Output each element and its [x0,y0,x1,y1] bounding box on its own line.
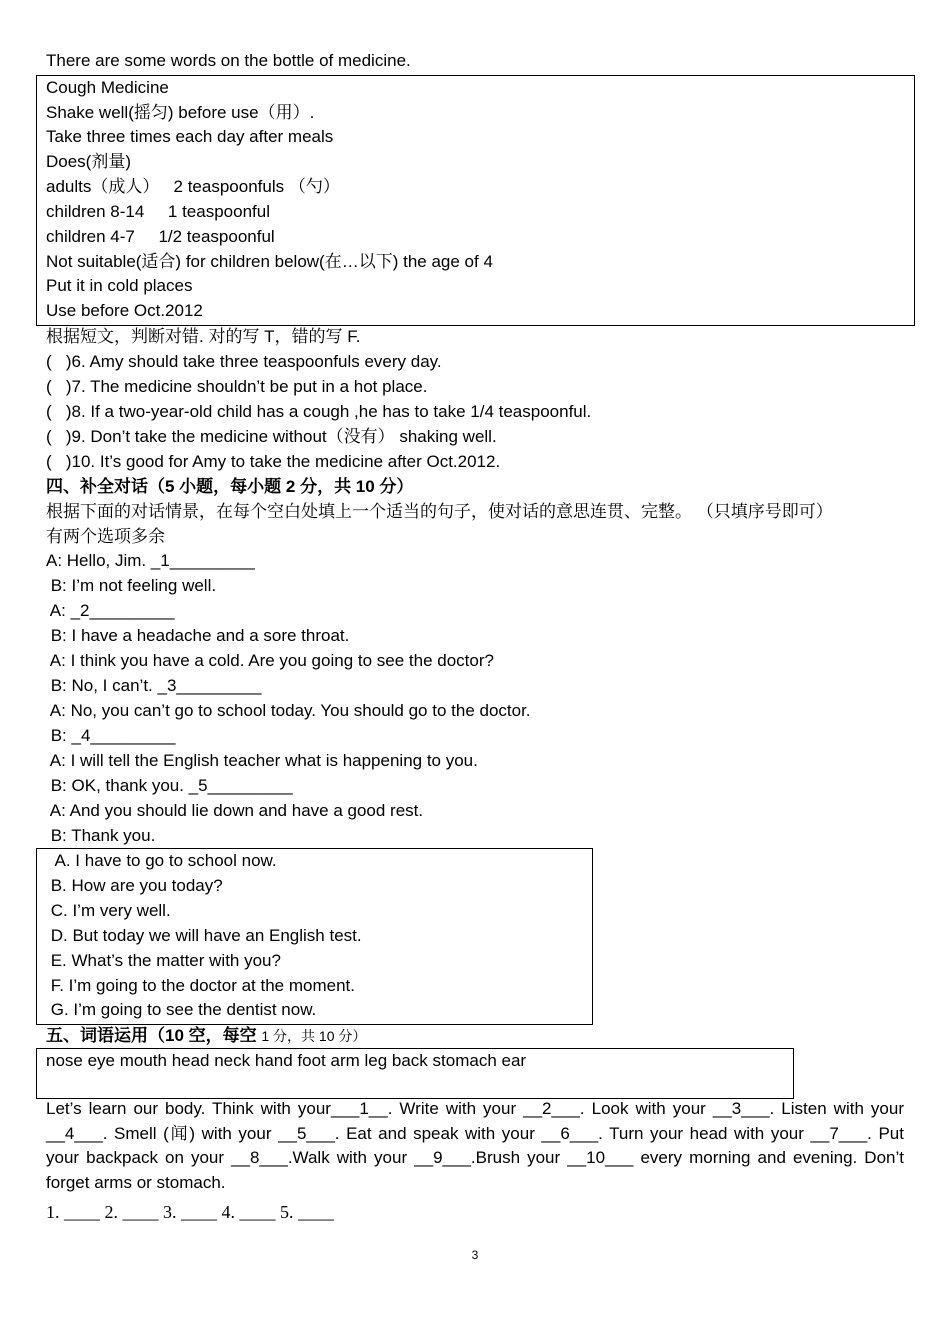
answer-line: 1. ____ 2. ____ 3. ____ 4. ____ 5. ____ [46,1202,334,1222]
dialogue-line: A: I think you have a cold. Are you going to see the doctor? [46,651,494,670]
page-number: 3 [471,1248,479,1262]
tf-instruction: 根据短文，判断对错. 对的写 T，错的写 F. [46,327,361,346]
tf-item: ( )10. It’s good for Amy to take the medicine after Oct.2012. [46,452,501,471]
label-line: adults（成人） 2 teaspoonfuls （勺） [46,177,340,196]
label-line: Not suitable(适合) for children below(在…以下) the age of 4 [46,252,493,271]
label-line: Take three times each day after meals [46,127,334,146]
option-item: E. What’s the matter with you? [46,951,281,970]
tf-item: ( )8. If a two-year-old child has a cough ,he has to take 1/4 teaspoonful. [46,402,592,421]
dialogue-line: B: I’m not feeling well. [46,576,217,595]
option-item: D. But today we will have an English test. [46,926,362,945]
tf-item: ( )6. Amy should take three teaspoonfuls every day. [46,352,442,371]
intro-text: There are some words on the bottle of medicine. [46,51,411,70]
label-line: children 8-14 1 teaspoonful [46,202,270,221]
dialogue-line: B: OK, thank you. _5_________ [46,776,293,795]
option-item: A. I have to go to school now. [46,851,277,870]
label-line: Shake well(摇匀) before use（用）. [46,103,315,122]
dialogue-line: B: _4_________ [46,726,176,745]
dialogue-line: B: No, I can’t. _3_________ [46,676,262,695]
label-line: Does(剂量) [46,152,132,171]
section5-title-bold: 五、词语运用（10 空，每空 [46,1026,262,1045]
tf-item: ( )9. Don’t take the medicine without（没有） shaking well. [46,427,497,446]
option-item: B. How are you today? [46,876,223,895]
section4-instruction: 根据下面的对话情景，在每个空白处填上一个适当的句子，使对话的意思连贯、完整。 （只填序号即可） [46,502,833,521]
section4-title: 四、补全对话（5 小题，每小题 2 分，共 10 分） [46,477,414,496]
label-line: Cough Medicine [46,78,169,97]
label-line: Put it in cold places [46,276,193,295]
option-item: C. I’m very well. [46,901,171,920]
passage: Let’s learn our body. Think with your___1__. Write with your __2___. Look with your __3___. Listen with your __4___. Smell (闻) with your __5___. Eat and speak with your __6___. Turn your head with your __7___. Put your backpack on your __8___.Walk with your __9___.Brush your __10___ every morning and evening. Don’t forget arms or stomach. [46,1099,904,1193]
section5-title [46,1025,366,1047]
label-line: Use before Oct.2012 [46,301,203,320]
option-item: G. I’m going to see the dentist now. [46,1000,317,1019]
option-item: F. I’m going to the doctor at the moment. [46,976,355,995]
dialogue-line: A: No, you can’t go to school today. You should go to the doctor. [46,701,531,720]
label-line: children 4-7 1/2 teaspoonful [46,227,275,246]
dialogue-line: B: Thank you. [46,826,156,845]
dialogue-line: A: Hello, Jim. _1_________ [46,551,255,570]
dialogue-line: A: I will tell the English teacher what is happening to you. [46,751,478,770]
dialogue-line: A: _2_________ [46,601,175,620]
dialogue-line: B: I have a headache and a sore throat. [46,626,350,645]
section5-title-rest: 1 分，共 10 分） [261,1028,367,1044]
section4-instruction: 有两个选项多余 [46,527,165,546]
dialogue-line: A: And you should lie down and have a good rest. [46,801,424,820]
tf-item: ( )7. The medicine shouldn’t be put in a hot place. [46,377,428,396]
word-bank: nose eye mouth head neck hand foot arm leg back stomach ear [46,1051,527,1070]
